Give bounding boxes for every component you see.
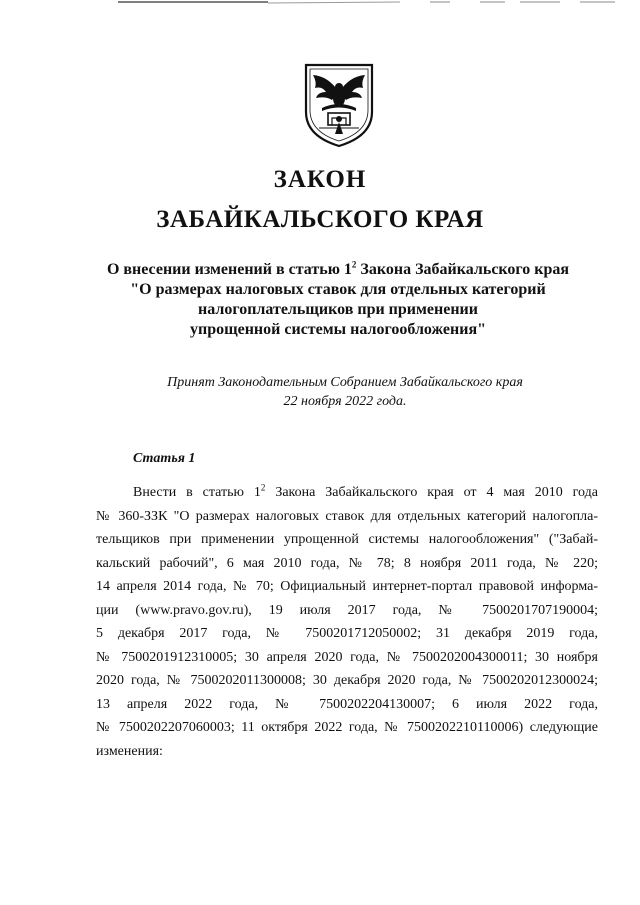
adoption-note xyxy=(0,373,640,411)
subtitle-line-4: упрощенной системы налогообложения" xyxy=(189,321,486,338)
law-subtitle xyxy=(0,260,640,340)
body-line: ции (www.pravo.gov.ru), 19 июля 2017 года, № 7500201707190004; xyxy=(96,602,598,618)
subtitle-line-3: налогоплательщиков при применении xyxy=(197,301,478,318)
law-title: ЗАКОН xyxy=(273,166,367,193)
body-line: 5 декабря 2017 года, № 7500201712050002; 31 декабря 2019 года, xyxy=(96,626,598,641)
body-line: тельщиков при применении упрощенной системы налогообложения" ("Забай- xyxy=(96,532,598,547)
body-line: кальский рабочий", 6 мая 2010 года, № 78; 8 ноября 2011 года, № 220; xyxy=(96,555,598,571)
body-line: Внести в статью $1^2$ Закона Забайкальского края от 4 мая 2010 года xyxy=(133,482,598,500)
superscript-number: 2 xyxy=(351,259,357,270)
body-line: 14 апреля 2014 года, № 70; Официальный интернет-портал правовой информа- xyxy=(96,579,598,594)
body-line: № 7500201912310005; 30 апреля 2020 года, № 7500202004300011; 30 ноября xyxy=(96,649,598,665)
subtitle-line-2: "О размерах налоговых ставок для отдельных категорий xyxy=(130,281,546,298)
subtitle-line-1: О внесении изменений в статью $1^2$ Закона Забайкальского края xyxy=(106,259,570,278)
coat-of-arms-emblem xyxy=(302,62,376,148)
adoption-line-1: Принят Законодательным Собранием Забайкальского края xyxy=(167,375,523,390)
article-heading: Статья 1 xyxy=(133,451,196,466)
region-title: ЗАБАЙКАЛЬСКОГО КРАЯ xyxy=(156,206,484,233)
body-line: № 7500202207060003; 11 октября 2022 года, № 7500202210110006) следующие xyxy=(96,720,598,735)
body-line: 2020 года, № 7500202011300008; 30 декабря 2020 года, № 7500202012300024; xyxy=(96,673,598,688)
body-line: № 360-ЗЗК "О размерах налоговых ставок для отдельных категорий налогопла- xyxy=(96,508,598,524)
scan-edge-marks xyxy=(0,0,640,8)
adoption-date: 22 ноября 2022 года. xyxy=(283,394,407,409)
body-line: изменения: xyxy=(96,743,163,759)
article-body xyxy=(96,481,598,763)
body-line: 13 апреля 2022 года, № 7500202204130007; 6 июля 2022 года, xyxy=(96,696,598,712)
superscript-number: 2 xyxy=(260,482,266,493)
